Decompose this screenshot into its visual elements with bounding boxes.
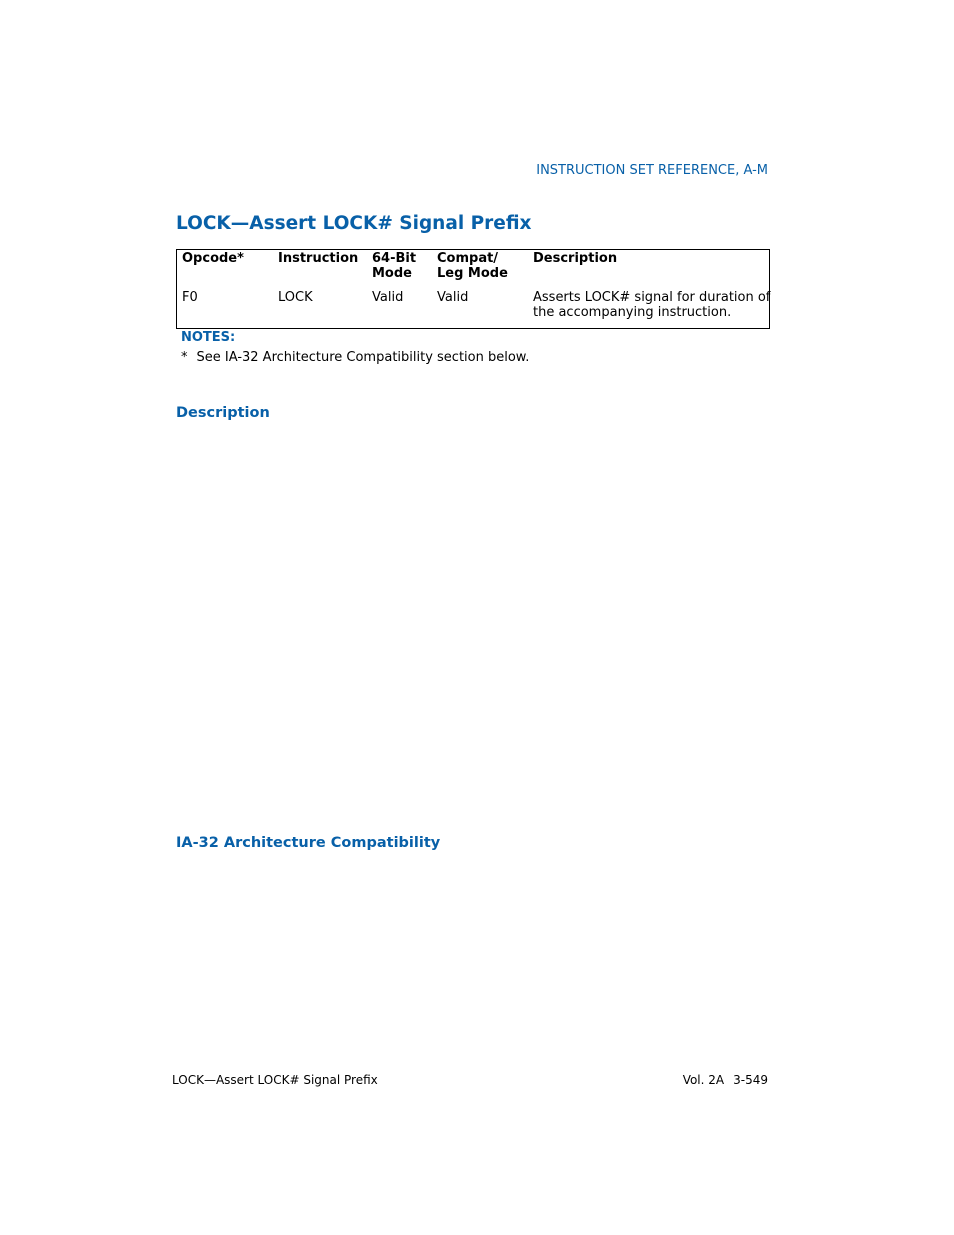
- column-header-description: Description: [533, 251, 618, 266]
- opcode-table: [176, 249, 770, 329]
- footer-volume: Vol. 2A: [682, 1073, 725, 1087]
- note-text: See IA-32 Architecture Compatibility section below.: [196, 350, 530, 365]
- table-cell-64bit-mode: Valid: [372, 290, 404, 305]
- running-head: INSTRUCTION SET REFERENCE, A-M: [536, 163, 768, 178]
- page-title: LOCK—Assert LOCK# Signal Prefix: [176, 213, 532, 234]
- table-cell-opcode: F0: [182, 290, 198, 305]
- notes-heading: NOTES:: [181, 330, 236, 345]
- compatibility-heading: IA-32 Architecture Compatibility: [176, 835, 441, 851]
- table-cell-compat-mode: Valid: [437, 290, 469, 305]
- column-header-compat-leg-mode: Compat/ Leg Mode: [437, 251, 508, 281]
- column-header-64bit-mode: 64-Bit Mode: [372, 251, 417, 281]
- description-heading: Description: [176, 405, 270, 421]
- table-cell-description: Asserts LOCK# signal for duration of the accompanying instruction.: [533, 290, 771, 320]
- column-header-opcode: Opcode*: [182, 251, 244, 266]
- note-marker: *: [181, 350, 188, 365]
- table-cell-instruction: LOCK: [278, 290, 313, 305]
- footer-page-number: 3-549: [733, 1073, 768, 1087]
- footer-page-info: [683, 1073, 768, 1087]
- column-header-instruction: Instruction: [278, 251, 359, 266]
- note-item: [181, 350, 529, 365]
- footer-title: LOCK—Assert LOCK# Signal Prefix: [172, 1073, 378, 1087]
